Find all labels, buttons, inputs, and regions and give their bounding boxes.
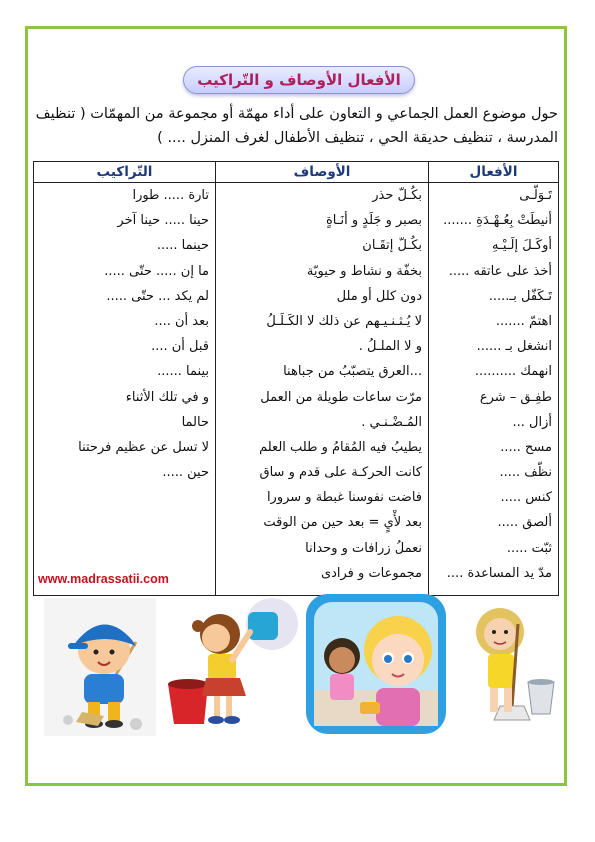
description-item: و لا الملـلُ . <box>358 339 422 355</box>
structure-item: قبل أن .... <box>151 339 209 355</box>
verb-item: تَـوَلّـى <box>519 188 552 203</box>
verb-item: انهمك .......... <box>474 364 552 380</box>
structure-item: تارة ..... طورا <box>132 188 209 203</box>
verb-item: أوكَـلَ إلَـيْـهِ <box>492 238 552 254</box>
description-item: بخفّة و نشاط و حيويّة <box>306 263 422 279</box>
verb-item: كنس ..... <box>500 490 552 506</box>
structure-item: ما إن ..... حتّى ..... <box>104 263 209 279</box>
description-item: بصبر و جَلَدٍ و أنَـاةٍ <box>325 213 422 229</box>
structure-item: لم يكد ... حتّى ..... <box>106 288 209 304</box>
intro-line-1: حول موضوع العمل الجماعي و التعاون على أداء مهمّة أو مجموعة من المهمّات ( تنظيف <box>35 106 558 122</box>
descriptions-column <box>216 183 429 596</box>
description-item: بكُـلّ إتقَـان <box>362 238 422 254</box>
verb-item: مدّ يد المساعدة .... <box>446 565 552 581</box>
description-item: لا يُـثـنـيـهم عن ذلك لا الكَـلَـلُ <box>266 313 422 329</box>
verb-item: مسح ..... <box>500 439 552 455</box>
verb-item: نظّف ..... <box>499 465 552 481</box>
structure-item: حين ..... <box>162 465 209 481</box>
intro-paragraph <box>35 102 558 150</box>
girl-cleaning-window-illustration <box>162 592 302 734</box>
description-item: بعد لأْيٍ = بعد حين من الوقت <box>263 515 422 531</box>
description-item: المُـضْـنـي . <box>361 414 422 430</box>
structure-item: حينما ..... <box>156 238 209 254</box>
structure-item: و في تلك الأثناء <box>125 389 209 405</box>
structure-item: بعد أن .... <box>154 313 209 329</box>
verb-item: أخذ على عاتقه ..... <box>448 263 552 279</box>
header-structures: التّراكيب <box>34 162 216 183</box>
structures-column <box>34 183 216 596</box>
verb-item: أنيطَتْ بِعُـهْـدَةِ ....... <box>443 213 552 229</box>
description-item: كانت الحركـة على قدم و ساق <box>259 465 422 481</box>
verb-item: أزال ... <box>512 414 552 430</box>
description-item: يطيبُ فيه المُقامُ و طلب العلم <box>259 439 422 455</box>
verb-item: تَـكَفّل بـ..... <box>488 288 552 304</box>
description-item: فاضت نفوسنا غبطة و سرورا <box>266 490 422 506</box>
structure-item: حالما <box>181 414 209 430</box>
kids-cleaning-room-illustration <box>306 594 446 734</box>
table-header-row <box>34 162 559 183</box>
description-item: مرّت ساعات طويلة من العمل <box>260 389 422 405</box>
description-item: بكُـلّ حذر <box>372 188 422 203</box>
page-title-banner <box>183 66 415 94</box>
page-title: الأفعال الأوصاف و التّراكيب <box>197 71 401 89</box>
description-item: مجموعات و فرادى <box>320 565 422 581</box>
header-descriptions: الأوصاف <box>216 162 429 183</box>
header-verbs: الأفعال <box>429 162 559 183</box>
description-item: دون كلل أو ملل <box>336 288 422 304</box>
description-item: نعملُ زرافات و وحدانا <box>305 540 422 556</box>
verb-item: اهتمّ ....... <box>495 313 552 329</box>
verb-item: ثبّت ..... <box>506 540 552 556</box>
boy-sweeping-illustration <box>44 598 156 736</box>
structure-item: لا تسل عن عظيم فرحتنا <box>78 439 209 455</box>
verb-item: ألصق ..... <box>497 515 552 531</box>
table-body-row <box>34 183 559 596</box>
girl-mopping-illustration <box>460 598 560 726</box>
intro-line-2: المدرسة ، تنظيف حديقة الحي ، تنظيف الأطفال لغرف المنزل .... ) <box>157 130 558 146</box>
description-item: ...العرق يتصبّبُ من جباهنا <box>283 364 422 380</box>
vocabulary-table <box>33 161 559 596</box>
verbs-column <box>429 183 559 596</box>
verb-item: طفِـق – شرع <box>479 389 552 405</box>
structure-item: حينا ..... حينا آخر <box>117 213 209 229</box>
verb-item: انشغل بـ ...... <box>476 339 552 355</box>
structure-item: بينما ...... <box>157 364 209 380</box>
watermark-url: www.madrassatii.com <box>38 572 169 586</box>
